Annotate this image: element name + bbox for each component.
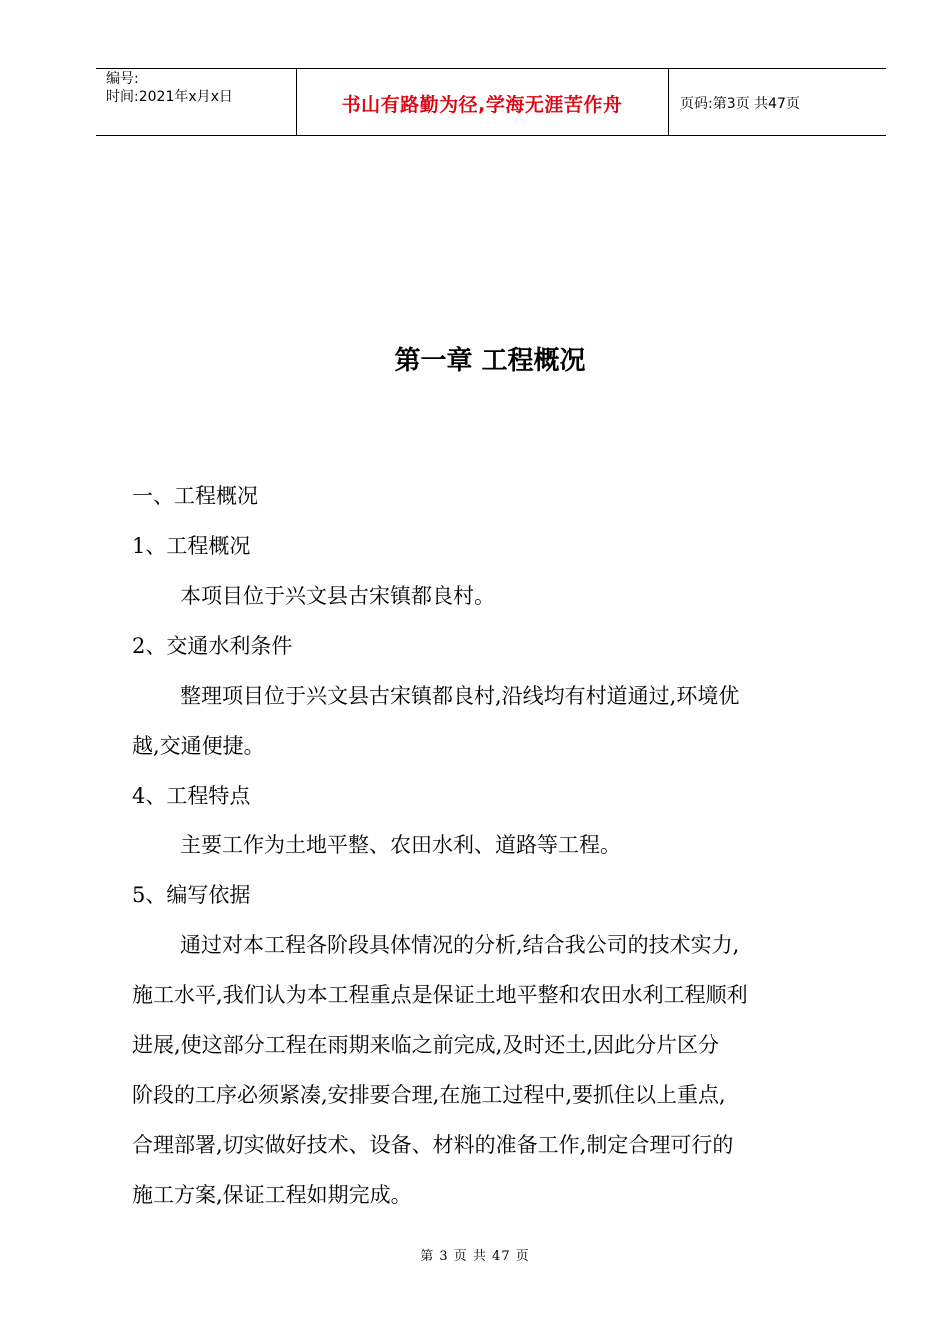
subsection-heading: 5、编写依据 [132, 883, 251, 907]
header-divider-right [668, 68, 669, 135]
page-footer: 第 3 页 共 47 页 [420, 1249, 530, 1264]
header-page-label: 页码:第3页 共47页 [680, 96, 800, 112]
document-number-label: 编号: [106, 71, 139, 87]
paragraph-line: 本项目位于兴文县古宋镇都良村。 [180, 584, 495, 608]
section-heading: 一、工程概况 [132, 484, 258, 508]
header-rule-bottom [96, 135, 886, 136]
paragraph-line: 阶段的工序必须紧凑,安排要合理,在施工过程中,要抓住以上重点, [132, 1083, 726, 1107]
subsection-heading: 4、工程特点 [132, 784, 251, 808]
header-meta [106, 70, 233, 106]
paragraph-line: 合理部署,切实做好技术、设备、材料的准备工作,制定合理可行的 [132, 1133, 734, 1157]
paragraph-line: 主要工作为土地平整、农田水利、道路等工程。 [180, 833, 621, 857]
paragraph-line: 越,交通便捷。 [132, 734, 265, 758]
paragraph-line: 施工方案,保证工程如期完成。 [132, 1183, 412, 1207]
paragraph-line: 进展,使这部分工程在雨期来临之前完成,及时还土,因此分片区分 [132, 1033, 720, 1057]
paragraph-line: 整理项目位于兴文县古宋镇都良村,沿线均有村道通过,环境优 [180, 684, 740, 708]
paragraph-line: 通过对本工程各阶段具体情况的分析,结合我公司的技术实力, [180, 933, 740, 957]
chapter-title: 第一章 工程概况 [394, 346, 586, 376]
subsection-heading: 2、交通水利条件 [132, 634, 293, 658]
header-motto: 书山有路勤为径,学海无涯苦作舟 [341, 94, 623, 116]
subsection-heading: 1、工程概况 [132, 534, 251, 558]
paragraph-line: 施工水平,我们认为本工程重点是保证土地平整和农田水利工程顺利 [132, 983, 748, 1007]
document-time-label: 时间:2021年x月x日 [106, 89, 233, 105]
header-rule-top [96, 68, 886, 69]
